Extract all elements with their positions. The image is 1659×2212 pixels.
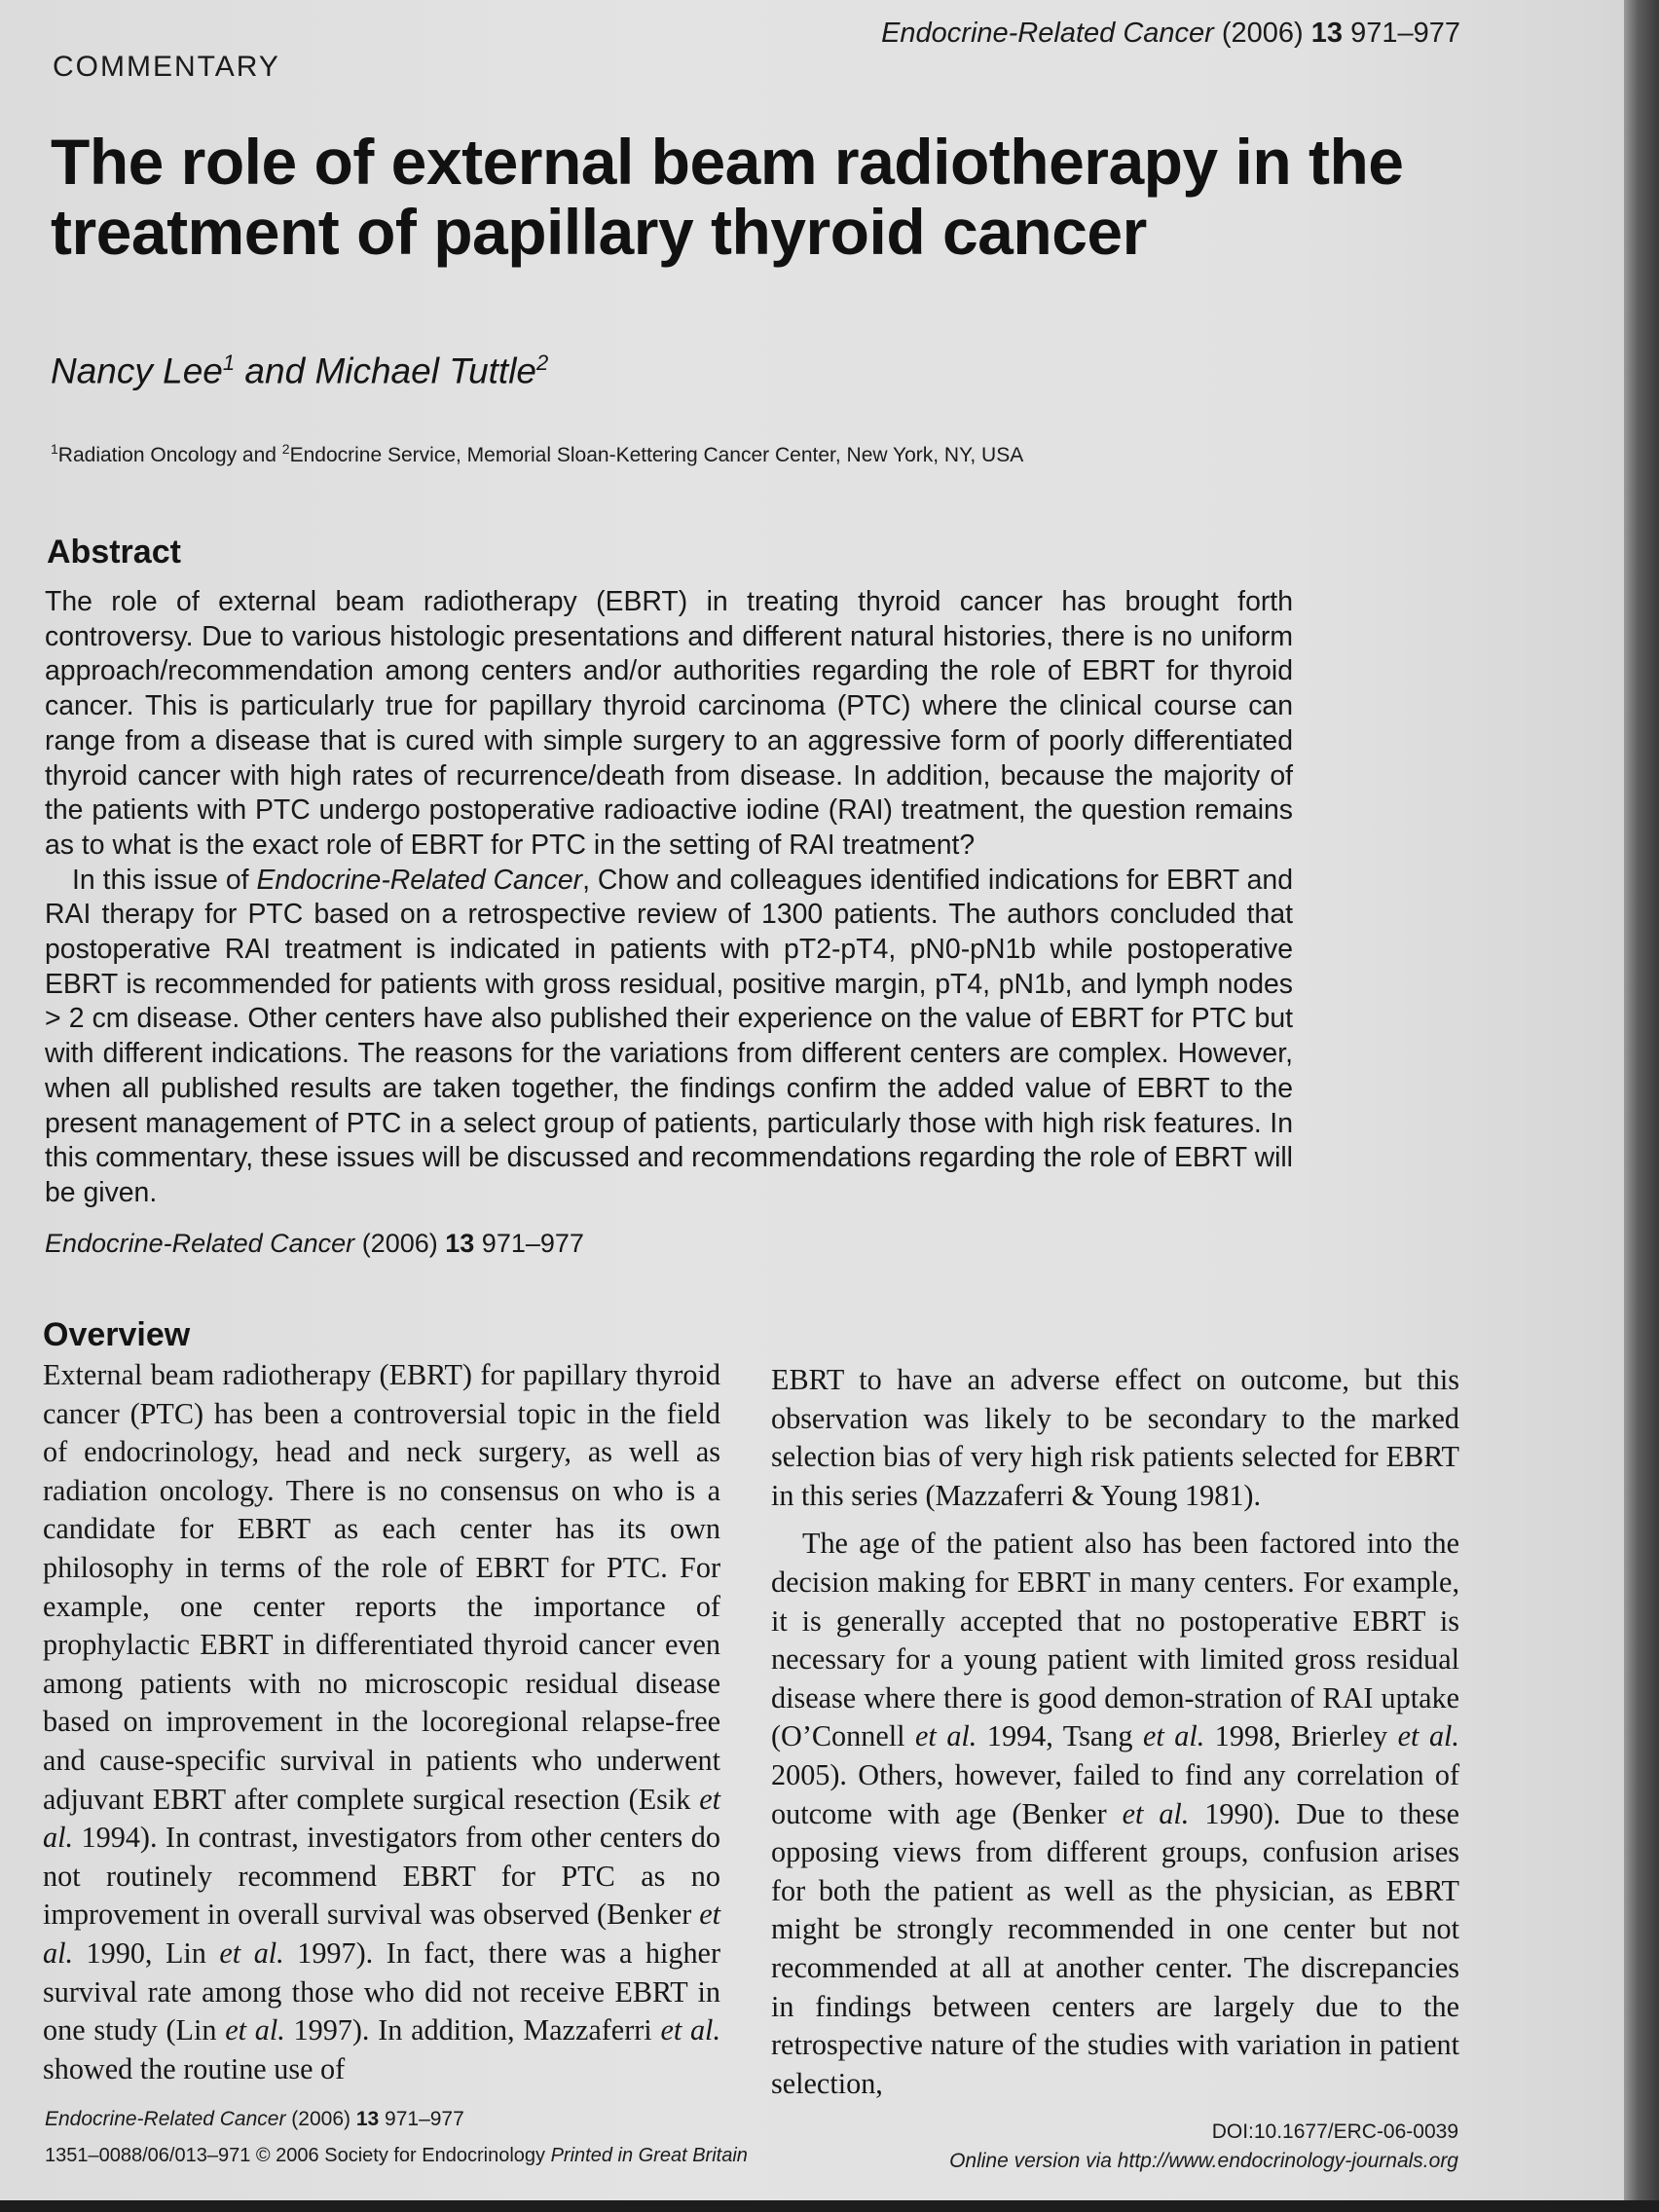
page-binding-edge (1624, 0, 1659, 2212)
citation-pages: 971–977 (474, 1229, 584, 1258)
abstract-p2-rest: , Chow and colleagues identified indications for EBRT and RAI therapy for PTC based on a retrospective review of 1300 patients. The authors concluded that postoperative RAI treatment is indicated in patients with pT2-pT4, pN0-pN1b while postoperative EBRT is recommended for patients with gross residual, positive margin, pT4, pN1b, and lymph nodes > 2 cm disease. Other centers have also published their experience on the value of EBRT for PTC but with different indications. The reasons for the variations from different centers are complex. However, when all published results are taken together, the findings confirm the added value of EBRT to the present management of PTC in a select group of patients, particularly those with high risk features. In this commentary, these issues will be discussed and recommendations regarding the role of EBRT will be given. (45, 864, 1293, 1208)
text-run: The age of the patient also has been factored into the decision making for EBRT in many centers. For example, it is generally accepted that no postoperative EBRT is necessary for a young patient with limited gross residual disease where there is good demon-stration of RAI uptake (O’Connell (771, 1527, 1459, 1753)
footer-year: (2006) (285, 2108, 356, 2130)
running-head-volume: 13 (1310, 18, 1344, 49)
abstract-citation (45, 1229, 584, 1259)
running-head-journal: Endocrine-Related Cancer (881, 18, 1214, 49)
running-head-year: (2006) (1221, 18, 1304, 49)
affiliation-part-1: Radiation Oncology and (57, 444, 282, 466)
et-al: et al. (1142, 1719, 1205, 1753)
et-al: et al. (1122, 1796, 1190, 1830)
page-bottom-edge (0, 2200, 1659, 2212)
et-al: et al. (1397, 1719, 1459, 1753)
overview-heading: Overview (43, 1316, 191, 1353)
body-column-right (771, 1361, 1459, 2103)
affiliation-mark-2: 2 (281, 441, 290, 457)
et-al: et al. (660, 2013, 720, 2047)
et-al: et al. (915, 1719, 977, 1753)
article-title: The role of external beam radiotherapy in the treatment of papillary thyroid cancer (51, 126, 1404, 268)
citation-volume: 13 (445, 1229, 475, 1258)
author-connector: and (235, 350, 315, 391)
author-line (51, 350, 548, 391)
footer-pages: 971–977 (379, 2108, 464, 2130)
et-al: et al. (43, 1782, 720, 1855)
footer-citation (45, 2108, 464, 2131)
footer-doi: DOI:10.1677/ERC-06-0039 (1211, 2120, 1458, 2143)
text-run: showed the routine use of (43, 2051, 346, 2085)
abstract-p2-lead: In this issue of (72, 864, 257, 896)
section-label: COMMENTARY (53, 51, 280, 83)
overview-paragraph-3 (771, 1525, 1459, 2103)
text-run: External beam radiotherapy (EBRT) for papillary thyroid cancer (PTC) has been a controversial topic in the field of endocrinology, head and neck surgery, as well as radiation oncology. There is no consensus on who is a candidate for EBRT as each center has its own philosophy in terms of the role of EBRT for PTC. For example, one center reports the importance of prophylactic EBRT in differentiated thyroid cancer even among patients with no microscopic residual disease based on improvement in the locoregional relapse-free and cause-specific survival in patients who underwent adjuvant EBRT after complete surgical resection (Esik (43, 1358, 720, 1816)
overview-paragraph-1 (43, 1356, 720, 2088)
abstract-p2-journal: Endocrine-Related Cancer (256, 864, 583, 896)
et-al: et al. (43, 1898, 720, 1970)
et-al: et al. (219, 1936, 284, 1970)
abstract-paragraph-1: The role of external beam radiotherapy (EBRT) in treating thyroid cancer has brought forth controversy. Due to various histologic presentations and different natural histories, there is no uniform approach/recommendation among centers and/or authorities regarding the role of EBRT for thyroid cancer. This is particularly true for papillary thyroid carcinoma (PTC) where the clinical course can range from a disease that is cured with simple surgery to an aggressive form of poorly differentiated thyroid cancer with high rates of recurrence/death from disease. In addition, because the majority of the patients with PTC undergo postoperative radioactive iodine (RAI) treatment, the question remains as to what is the exact role of EBRT for PTC in the setting of RAI treatment? (45, 586, 1293, 861)
affiliation-mark-1: 1 (51, 441, 58, 457)
footer-volume: 13 (355, 2108, 380, 2130)
affiliation (51, 441, 1023, 467)
author-1: Nancy Lee (51, 350, 223, 391)
citation-journal: Endocrine-Related Cancer (45, 1229, 355, 1258)
text-run: 1990, Lin (73, 1936, 220, 1970)
et-al: et al. (225, 2013, 285, 2047)
overview-paragraph-2: EBRT to have an adverse effect on outcome, but this observation was likely to be secondary to the marked selection bias of very high risk patients selected for EBRT in this series (Mazzaferri & Young 1981). (771, 1363, 1459, 1512)
abstract-heading: Abstract (47, 534, 181, 571)
text-run: 1990). Due to these opposing views from different groups, confusion arises for both the patient as well as the physician, as EBRT might be strongly recommended in one center but not recommended at all at another center. The discrepancies in findings between centers are largely due to the retrospective nature of the studies with variation in patient selection, (771, 1796, 1459, 2100)
abstract-body (45, 585, 1293, 1211)
citation-year: (2006) (354, 1229, 446, 1258)
affiliation-part-2: Endocrine Service, Memorial Sloan-Kettering Cancer Center, New York, NY, USA (289, 444, 1024, 466)
abstract-paragraph-2 (45, 864, 1293, 1211)
footer-issn (45, 2145, 748, 2167)
body-column-left (43, 1356, 720, 2088)
author-2: Michael Tuttle (314, 350, 537, 391)
author-2-affiliation-mark: 2 (536, 350, 549, 375)
footer-printed: Printed in Great Britain (550, 2145, 748, 2166)
text-run: 1994). In contrast, investigators from other centers do not routinely recommend EBRT for PTC as no improvement in overall survival was observed (Benker (43, 1821, 720, 1932)
footer-online-link[interactable]: Online version via http://www.endocrinology-journals.org (949, 2150, 1458, 2172)
footer-issn-text: 1351–0088/06/013–971 © 2006 Society for Endocrinology (45, 2145, 551, 2166)
running-head (823, 18, 1460, 50)
author-1-affiliation-mark: 1 (222, 350, 236, 375)
text-run: 1997). In addition, Mazzaferri (284, 2013, 661, 2047)
text-run: 1997). In fact, there was a higher survival rate among those who did not receive EBRT in one study (Lin (43, 1936, 720, 2047)
running-head-pages: 971–977 (1350, 18, 1460, 49)
footer-journal: Endocrine-Related Cancer (45, 2108, 286, 2130)
text-run: 1994, Tsang (977, 1719, 1143, 1753)
text-run: 2005). Others, however, failed to find any correlation of outcome with age (Benker (771, 1757, 1459, 1830)
text-run: 1998, Brierley (1204, 1719, 1398, 1753)
